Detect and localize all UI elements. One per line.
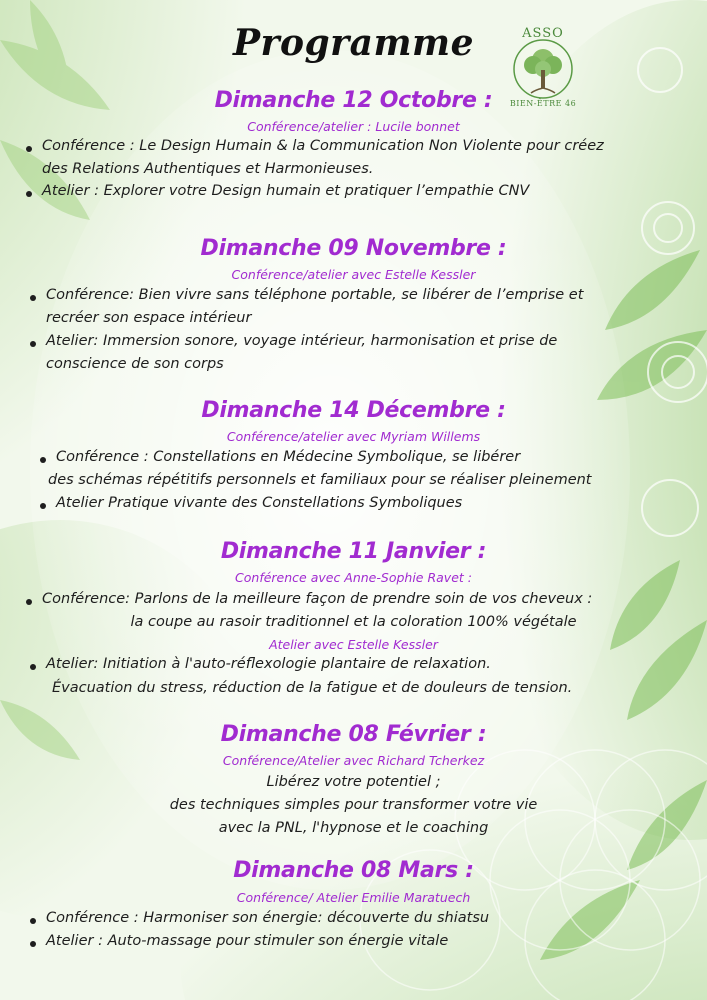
- event-date: Dimanche 11 Janvier :: [220, 539, 487, 564]
- bullet: [30, 664, 36, 670]
- event-line: avec la PNL, l'hypnose et le coaching: [218, 820, 489, 836]
- bullet: [30, 918, 36, 924]
- event-date: Dimanche 08 Mars :: [233, 858, 474, 883]
- event-subtitle: Conférence avec Anne-Sophie Ravet :: [235, 570, 472, 585]
- bullet: [26, 191, 32, 197]
- event-line: recréer son espace intérieur: [46, 310, 252, 326]
- subtitle-label: Conférence/atelier :: [247, 119, 372, 134]
- bullet: [26, 146, 32, 152]
- event-line: Libérez votre potentiel ;: [266, 774, 441, 790]
- event-subtitle-secondary: Atelier avec Estelle Kessler: [269, 637, 438, 652]
- event-subtitle: Conférence/atelier avec Estelle Kessler: [231, 267, 476, 282]
- bullet: [26, 599, 32, 605]
- event-line: des techniques simples pour transformer votre vie: [169, 797, 538, 813]
- bullet: [30, 341, 36, 347]
- event-line: conscience de son corps: [46, 356, 224, 372]
- bullet: [40, 457, 46, 463]
- event-subtitle: Conférence/ Atelier Emilie Maratuech: [236, 890, 471, 905]
- subtitle-name: Lucile bonnet: [375, 119, 460, 134]
- event-subtitle: Conférence/Atelier avec Richard Tcherkez: [222, 753, 485, 768]
- event-line: la coupe au rasoir traditionnel et la coloration 100% végétale: [130, 614, 577, 630]
- page-title: Programme: [232, 22, 475, 64]
- bullet: [40, 503, 46, 509]
- logo-top-text: ASSO: [522, 26, 564, 41]
- event-line: Conférence : Le Design Humain & la Communication Non Violente pour créez: [42, 138, 604, 154]
- event-line: des schémas répétitifs personnels et familiaux pour se réaliser pleinement: [48, 472, 592, 488]
- event-subtitle: Conférence/atelier avec Myriam Willems: [226, 429, 481, 444]
- event-line: des Relations Authentiques et Harmonieuses.: [42, 161, 374, 177]
- logo-bottom-text: BIEN-ÊTRE 46: [509, 99, 577, 108]
- event-line: Atelier : Auto-massage pour stimuler son énergie vitale: [46, 933, 449, 949]
- event-line: Conférence : Harmoniser son énergie: découverte du shiatsu: [46, 910, 490, 926]
- event-subtitle: [0, 119, 707, 134]
- event-line: Évacuation du stress, réduction de la fatigue et de douleurs de tension.: [52, 680, 573, 696]
- event-date: Dimanche 09 Novembre :: [200, 236, 507, 261]
- event-line: Atelier : Explorer votre Design humain et pratiquer l’empathie CNV: [42, 183, 530, 199]
- event-date: Dimanche 08 Février :: [220, 722, 487, 747]
- event-line: Atelier Pratique vivante des Constellations Symboliques: [56, 495, 463, 511]
- event-line: Conférence : Constellations en Médecine Symbolique, se libérer: [56, 449, 521, 465]
- event-line: Atelier: Immersion sonore, voyage intérieur, harmonisation et prise de: [46, 333, 558, 349]
- event-line: Conférence: Parlons de la meilleure façon de prendre soin de vos cheveux :: [42, 591, 593, 607]
- event-line: Atelier: Initiation à l'auto-réflexologie plantaire de relaxation.: [46, 656, 491, 672]
- bullet: [30, 941, 36, 947]
- bullet: [30, 295, 36, 301]
- event-date: Dimanche 12 Octobre :: [214, 88, 493, 113]
- event-date: Dimanche 14 Décembre :: [201, 398, 506, 423]
- event-line: Conférence: Bien vivre sans téléphone portable, se libérer de l’emprise et: [46, 287, 584, 303]
